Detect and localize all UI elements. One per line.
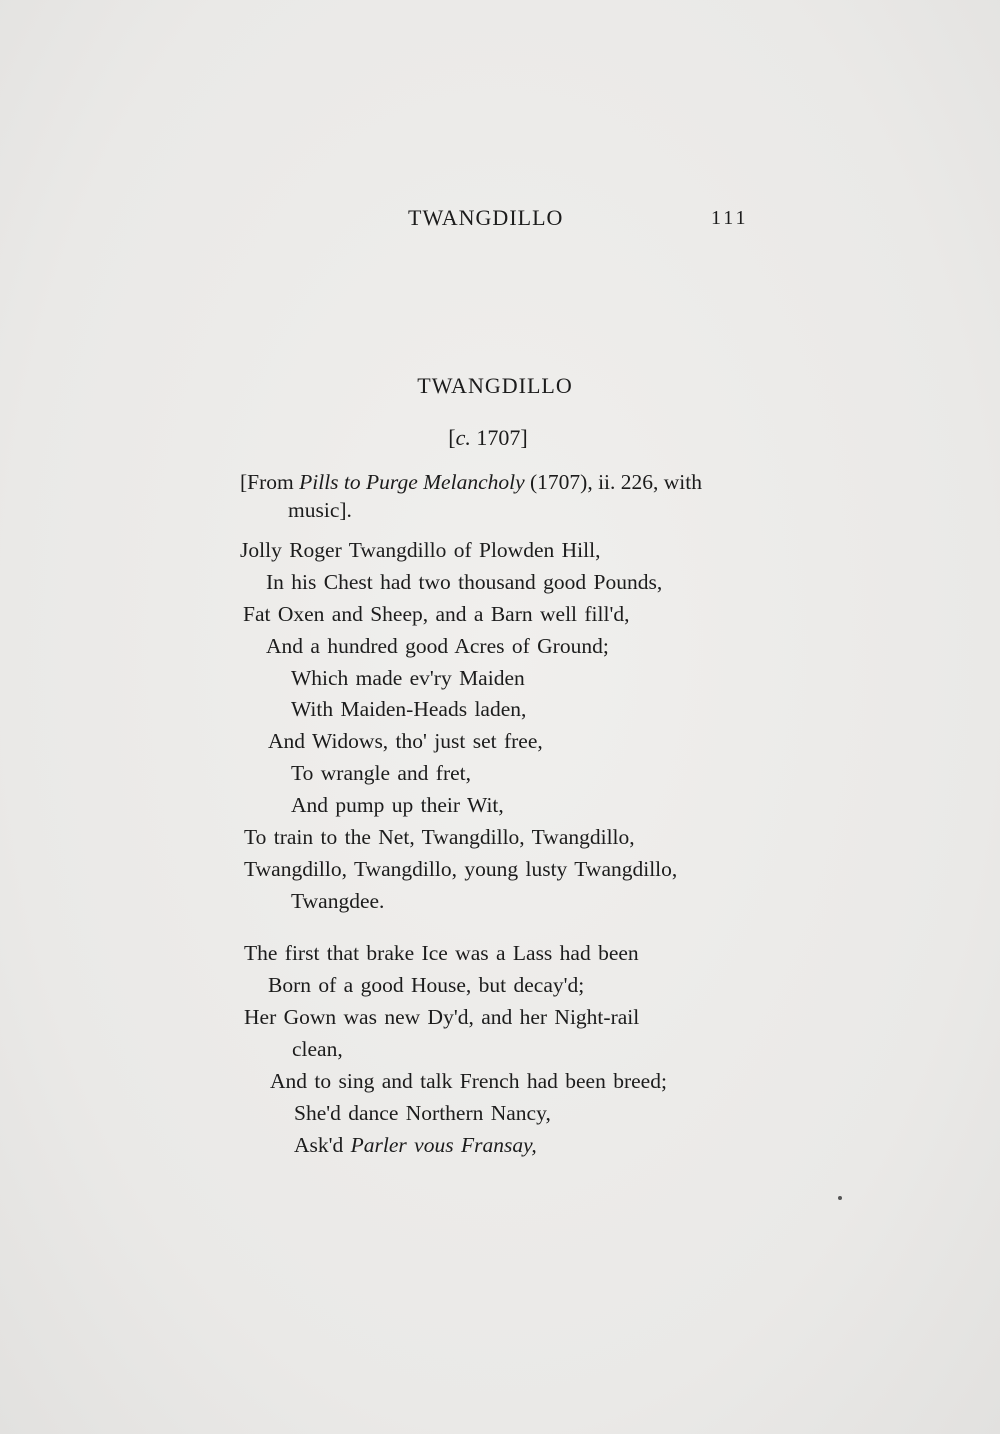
paper-speck	[838, 1196, 842, 1200]
verse-line: And to sing and talk French had been breed;	[270, 1069, 667, 1093]
verse-line: clean,	[292, 1037, 343, 1061]
page-number: 111	[711, 207, 749, 229]
verse-line: With Maiden-Heads laden,	[291, 697, 527, 721]
running-head	[0, 205, 1000, 245]
verse-line	[294, 1133, 537, 1158]
running-head-title: TWANGDILLO	[408, 205, 564, 230]
verse-line: Fat Oxen and Sheep, and a Barn well fill'd,	[243, 602, 630, 626]
poem-title: TWANGDILLO	[417, 373, 573, 398]
verse-line: The first that brake Ice was a Lass had been	[244, 941, 639, 965]
verse-line: She'd dance Northern Nancy,	[294, 1101, 551, 1125]
verse-line: And a hundred good Acres of Ground;	[266, 634, 609, 658]
source-note-continuation: music].	[288, 498, 352, 522]
verse-line: Twangdee.	[291, 889, 385, 913]
verse-line: Her Gown was new Dy'd, and her Night-rail	[244, 1005, 640, 1029]
date-year: 1707]	[470, 425, 528, 450]
date-bracket: [	[448, 425, 456, 450]
verse-line-prefix: Ask'd	[294, 1133, 351, 1157]
verse-line: To train to the Net, Twangdillo, Twangdillo,	[244, 825, 635, 849]
source-book-title: Pills to Purge Melancholy	[299, 470, 525, 494]
verse-line-italic: Parler vous Fransay,	[350, 1133, 537, 1157]
date-circa: c.	[455, 425, 471, 450]
poem-date	[0, 425, 976, 451]
verse-line: To wrangle and fret,	[291, 761, 472, 785]
verse-line: And Widows, tho' just set free,	[268, 729, 543, 753]
verse-line: In his Chest had two thousand good Pounds,	[266, 570, 663, 594]
verse-line: Jolly Roger Twangdillo of Plowden Hill,	[240, 538, 601, 562]
verse-line: Twangdillo, Twangdillo, young lusty Twangdillo,	[244, 857, 678, 881]
source-note	[240, 468, 760, 524]
source-note-details: (1707), ii. 226, with	[524, 470, 702, 494]
verse-line: Born of a good House, but decay'd;	[268, 973, 585, 997]
source-note-prefix: [From	[240, 470, 300, 494]
verse-line: And pump up their Wit,	[291, 793, 504, 817]
verse-line: Which made ev'ry Maiden	[291, 666, 525, 690]
